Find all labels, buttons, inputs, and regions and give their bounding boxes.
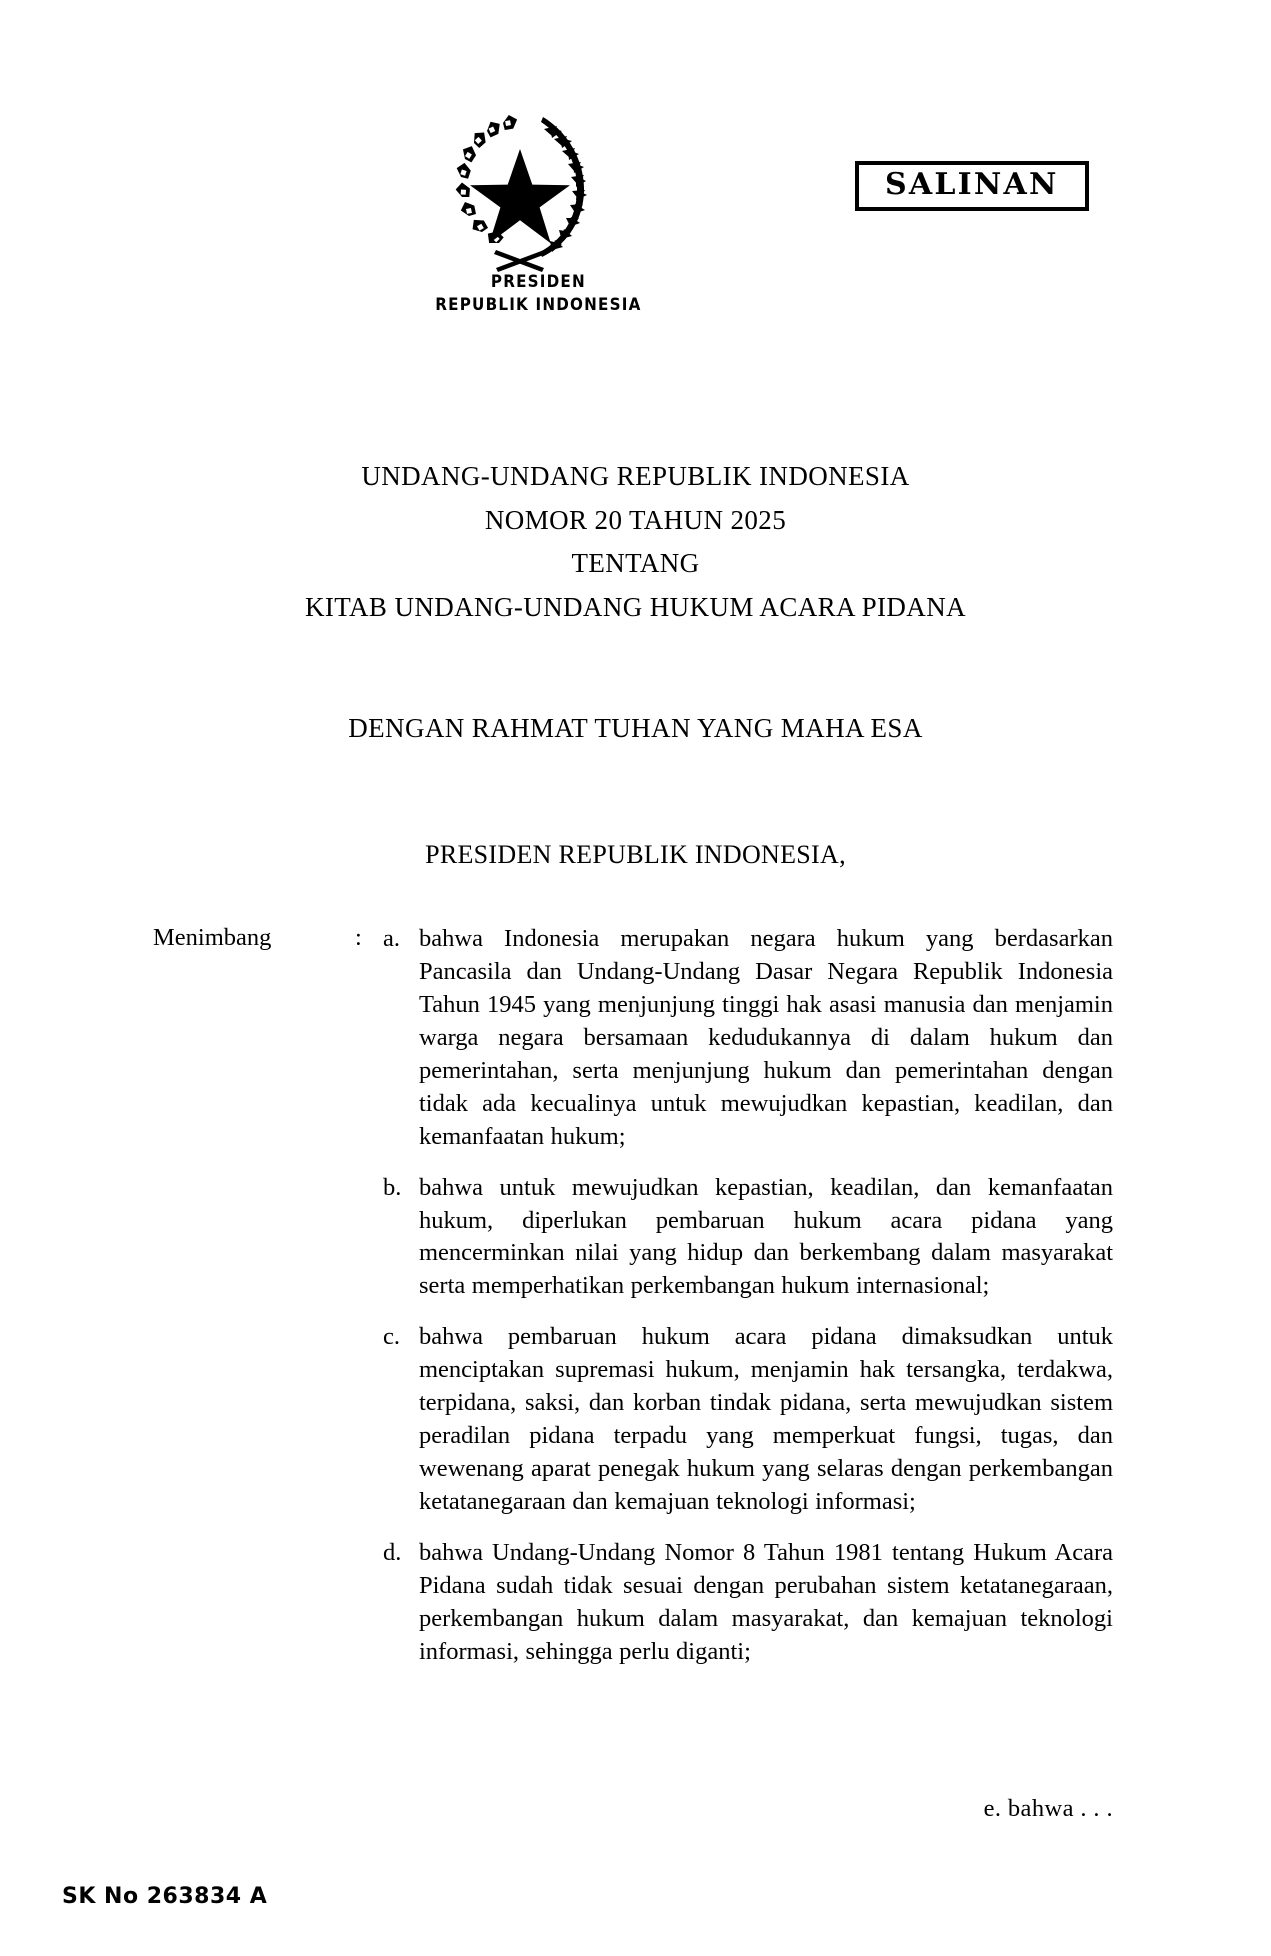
list-item-text: bahwa untuk mewujudkan kepastian, keadilan, dan kemanfaatan hukum, diperlukan pembaruan hukum acara pidana yang mencerminkan nilai yang hidup dan berkembang dalam masyarakat serta memperhatikan perkembangan hukum internasional; xyxy=(419,1173,1113,1300)
garuda-star-wreath-emblem xyxy=(440,113,600,278)
title-law-type: UNDANG-UNDANG REPUBLIK INDONESIA xyxy=(361,461,910,491)
salinan-label: SALINAN xyxy=(885,167,1059,202)
authority-line: PRESIDEN REPUBLIK INDONESIA, xyxy=(425,840,846,869)
list-item xyxy=(383,1321,1113,1519)
list-item-text: bahwa Undang-Undang Nomor 8 Tahun 1981 tentang Hukum Acara Pidana sudah tidak sesuai dengan perubahan sistem ketatanegaraan, perkembangan hukum dalam masyarakat, dan kemajuan teknologi informasi, sehingga perlu diganti; xyxy=(419,1538,1113,1665)
page-continuation-note: e. bahwa . . . xyxy=(983,1795,1113,1822)
list-item xyxy=(383,923,1113,1154)
considerations-colon: : xyxy=(355,924,362,951)
institution-heading xyxy=(42,270,1036,317)
document-header xyxy=(0,105,1271,335)
title-number-year: NOMOR 20 TAHUN 2025 xyxy=(484,504,787,535)
list-item-marker: a. xyxy=(383,925,400,952)
title-about-label: TENTANG xyxy=(571,548,700,579)
invocation-line: DENGAN RAHMAT TUHAN YANG MAHA ESA xyxy=(348,713,923,743)
institution-line-presiden: PRESIDEN xyxy=(490,272,586,291)
list-item-text: bahwa pembaruan hukum acara pidana dimaksudkan untuk menciptakan supremasi hukum, menjamin hak tersangka, terdakwa, terpidana, saksi, dan korban tindak pidana, serta mewujudkan sistem peradilan pidana terpadu yang memperkuat fungsi, tugas, dan wewenang aparat penegak hukum yang selaras dengan perkembangan ketatanegaraan dan kemajuan teknologi informasi; xyxy=(419,1323,1113,1515)
list-item-text: bahwa Indonesia merupakan negara hukum yang berdasarkan Pancasila dan Undang-Undang Dasar Negara Republik Indonesia Tahun 1945 yang menjunjung tinggi hak asasi manusia dan menjamin warga negara bersamaan kedudukannya di dalam hukum dan pemerintahan, serta menjunjung hukum dan pemerintahan dengan tidak ada kecualinya untuk mewujudkan kepastian, keadilan, dan kemanfaatan hukum; xyxy=(419,925,1113,1150)
list-item-marker: d. xyxy=(383,1538,402,1566)
considerations-label: Menimbang xyxy=(153,924,272,951)
list-item xyxy=(383,1537,1113,1669)
title-subject: KITAB UNDANG-UNDANG HUKUM ACARA PIDANA xyxy=(304,592,967,623)
sk-number-footer: SK No 263834 A xyxy=(62,1884,268,1909)
institution-line-republik-indonesia: REPUBLIK INDONESIA xyxy=(435,295,642,315)
document-title-block xyxy=(0,455,1271,630)
salinan-stamp-box xyxy=(855,161,1089,211)
list-item-marker: c. xyxy=(383,1323,400,1351)
considerations-list xyxy=(383,923,1113,1669)
list-item-marker: b. xyxy=(383,1173,402,1201)
list-item xyxy=(383,1172,1113,1304)
